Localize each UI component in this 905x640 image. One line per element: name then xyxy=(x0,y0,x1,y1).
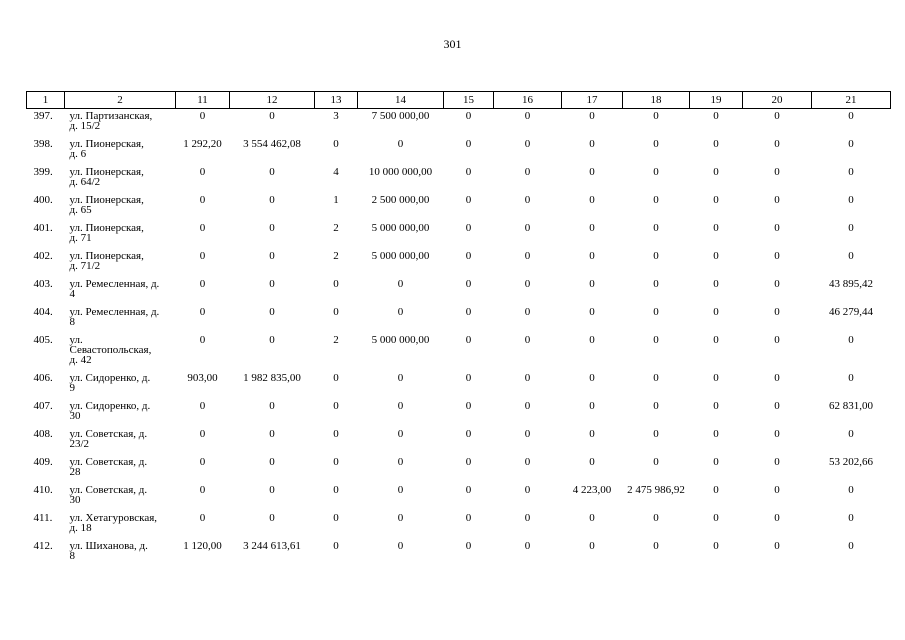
table-row xyxy=(27,539,891,567)
address-line: ул. Советская, д. xyxy=(69,455,148,468)
value-cell: 2 475 986,92 xyxy=(627,483,685,496)
value-cell: 1 292,20 xyxy=(183,137,222,150)
value-cell: 10 000 000,00 xyxy=(368,165,433,178)
value-cell: 0 xyxy=(848,137,854,150)
address-cell xyxy=(65,193,176,221)
address-cell xyxy=(65,165,176,193)
value-cell: 0 xyxy=(774,249,780,262)
value-cell: 0 xyxy=(774,305,780,318)
table-body xyxy=(27,109,891,567)
address-line: 8 xyxy=(69,549,75,562)
value-cell: 0 xyxy=(848,221,854,234)
value-cell: 2 xyxy=(333,333,339,346)
value-cell: 0 xyxy=(848,483,854,496)
value-cell: 0 xyxy=(199,110,206,122)
column-header: 21 xyxy=(812,92,891,109)
table-row xyxy=(27,137,891,165)
value-cell: 0 xyxy=(333,427,339,440)
address-cell xyxy=(65,427,176,455)
address-line: ул. Советская, д. xyxy=(69,427,148,440)
value-cell: 0 xyxy=(465,455,472,468)
value-cell: 0 xyxy=(774,371,780,384)
address-line: 4 xyxy=(69,287,75,300)
value-cell: 0 xyxy=(465,483,472,496)
value-cell: 0 xyxy=(774,511,780,524)
value-cell: 0 xyxy=(524,399,531,412)
value-cell: 0 xyxy=(524,249,531,262)
value-cell: 2 xyxy=(333,221,339,234)
value-cell: 0 xyxy=(713,137,719,150)
column-header: 16 xyxy=(494,92,562,109)
column-header: 20 xyxy=(743,92,812,109)
value-cell: 0 xyxy=(199,427,206,440)
value-cell: 0 xyxy=(397,511,404,524)
value-cell: 0 xyxy=(524,137,531,150)
value-cell: 0 xyxy=(653,165,659,178)
address-cell xyxy=(65,399,176,427)
value-cell: 0 xyxy=(397,137,404,150)
value-cell: 0 xyxy=(589,399,595,412)
value-cell: 0 xyxy=(713,110,719,122)
value-cell: 0 xyxy=(713,221,719,234)
address-line: ул. Шиханова, д. xyxy=(69,539,148,552)
value-cell: 0 xyxy=(848,427,854,440)
value-cell: 0 xyxy=(465,371,472,384)
table-row xyxy=(27,221,891,249)
value-cell: 1 xyxy=(333,193,339,206)
value-cell: 0 xyxy=(589,305,595,318)
value-cell: 0 xyxy=(465,511,472,524)
value-cell: 0 xyxy=(199,305,206,318)
table-header-row xyxy=(27,92,891,109)
value-cell: 0 xyxy=(774,539,780,552)
value-cell: 3 244 613,61 xyxy=(243,539,301,552)
address-line: ул. Пионерская, xyxy=(69,249,144,262)
value-cell: 0 xyxy=(333,483,339,496)
value-cell: 0 xyxy=(199,193,206,206)
value-cell: 0 xyxy=(848,110,854,122)
value-cell: 0 xyxy=(848,511,854,524)
row-number: 403. xyxy=(33,277,53,290)
value-cell: 0 xyxy=(713,539,719,552)
value-cell: 0 xyxy=(713,399,719,412)
value-cell: 0 xyxy=(333,305,339,318)
value-cell: 0 xyxy=(524,371,531,384)
table-row xyxy=(27,371,891,399)
value-cell: 0 xyxy=(774,137,780,150)
value-cell: 0 xyxy=(269,483,275,496)
address-line: 8 xyxy=(69,315,75,328)
row-number: 411. xyxy=(33,511,53,524)
value-cell: 0 xyxy=(269,399,275,412)
value-cell: 0 xyxy=(524,165,531,178)
value-cell: 0 xyxy=(848,193,854,206)
row-number: 401. xyxy=(33,221,53,234)
value-cell: 0 xyxy=(589,110,595,122)
address-cell xyxy=(65,277,176,305)
column-header: 13 xyxy=(315,92,358,109)
value-cell: 0 xyxy=(713,483,719,496)
value-cell: 0 xyxy=(269,221,275,234)
value-cell: 0 xyxy=(774,399,780,412)
value-cell: 0 xyxy=(333,399,339,412)
address-cell xyxy=(65,333,176,371)
address-line: ул. Сидоренко, д. xyxy=(69,371,151,384)
value-cell: 0 xyxy=(653,399,659,412)
column-header: 14 xyxy=(358,92,444,109)
value-cell: 0 xyxy=(269,305,275,318)
address-cell xyxy=(65,305,176,333)
value-cell: 2 xyxy=(333,249,339,262)
value-cell: 53 202,66 xyxy=(829,455,873,468)
address-line: ул. Пионерская, xyxy=(69,137,144,150)
row-number: 407. xyxy=(33,399,53,412)
value-cell: 0 xyxy=(774,221,780,234)
table-row xyxy=(27,193,891,221)
value-cell: 0 xyxy=(653,249,659,262)
row-number: 410. xyxy=(33,483,53,496)
value-cell: 0 xyxy=(589,165,595,178)
value-cell: 0 xyxy=(465,221,472,234)
value-cell: 0 xyxy=(199,249,206,262)
value-cell: 0 xyxy=(713,249,719,262)
value-cell: 0 xyxy=(333,455,339,468)
value-cell: 0 xyxy=(333,137,339,150)
address-line: 30 xyxy=(69,409,81,422)
value-cell: 0 xyxy=(397,427,404,440)
value-cell: 0 xyxy=(333,277,339,290)
address-line: д. 6 xyxy=(69,147,87,160)
table-row xyxy=(27,165,891,193)
table-row xyxy=(27,511,891,539)
value-cell: 0 xyxy=(465,539,472,552)
value-cell: 903,00 xyxy=(187,371,218,384)
table-row xyxy=(27,427,891,455)
value-cell: 0 xyxy=(653,305,659,318)
value-cell: 0 xyxy=(589,333,595,346)
value-cell: 0 xyxy=(333,371,339,384)
value-cell: 0 xyxy=(774,427,780,440)
address-line: ул. Пионерская, xyxy=(69,193,144,206)
address-cell xyxy=(65,371,176,399)
value-cell: 0 xyxy=(199,483,206,496)
value-cell: 0 xyxy=(848,249,854,262)
address-line: д. 15/2 xyxy=(69,120,101,132)
value-cell: 0 xyxy=(589,511,595,524)
address-line: ул. Партизанская, xyxy=(69,110,153,122)
value-cell: 0 xyxy=(524,427,531,440)
value-cell: 0 xyxy=(397,483,404,496)
address-line: ул. Сидоренко, д. xyxy=(69,399,151,412)
address-line: ул. Советская, д. xyxy=(69,483,148,496)
value-cell: 1 120,00 xyxy=(183,539,222,552)
value-cell: 0 xyxy=(397,399,404,412)
address-line: д. 71/2 xyxy=(69,259,101,272)
table-row xyxy=(27,399,891,427)
value-cell: 0 xyxy=(653,539,659,552)
value-cell: 0 xyxy=(397,371,404,384)
address-cell xyxy=(65,511,176,539)
table-row xyxy=(27,333,891,371)
value-cell: 0 xyxy=(199,455,206,468)
address-line: д. 18 xyxy=(69,521,92,534)
value-cell: 2 500 000,00 xyxy=(371,193,430,206)
value-cell: 0 xyxy=(524,511,531,524)
address-cell xyxy=(65,221,176,249)
address-line: ул. Хетагуровская, xyxy=(69,511,158,524)
value-cell: 0 xyxy=(774,277,780,290)
value-cell: 0 xyxy=(465,333,472,346)
row-number: 406. xyxy=(33,371,53,384)
address-line: ул. Пионерская, xyxy=(69,221,144,234)
value-cell: 0 xyxy=(199,221,206,234)
address-cell xyxy=(65,483,176,511)
address-cell xyxy=(65,455,176,483)
column-header: 17 xyxy=(562,92,623,109)
table-row xyxy=(27,109,891,137)
value-cell: 0 xyxy=(199,165,206,178)
row-number: 409. xyxy=(33,455,53,468)
column-header: 12 xyxy=(230,92,315,109)
value-cell: 0 xyxy=(269,427,275,440)
value-cell: 4 223,00 xyxy=(572,483,612,496)
value-cell: 0 xyxy=(653,110,659,122)
row-number: 397. xyxy=(33,110,53,122)
value-cell: 0 xyxy=(269,193,275,206)
value-cell: 0 xyxy=(774,483,780,496)
value-cell: 0 xyxy=(713,511,719,524)
value-cell: 0 xyxy=(465,399,472,412)
value-cell: 0 xyxy=(397,539,404,552)
value-cell: 0 xyxy=(524,277,531,290)
address-line: 9 xyxy=(69,381,75,394)
value-cell: 0 xyxy=(589,249,595,262)
table-row xyxy=(27,483,891,511)
value-cell: 0 xyxy=(713,333,719,346)
value-cell: 0 xyxy=(589,539,595,552)
value-cell: 0 xyxy=(774,193,780,206)
value-cell: 0 xyxy=(524,305,531,318)
value-cell: 0 xyxy=(524,333,531,346)
value-cell: 0 xyxy=(589,221,595,234)
value-cell: 0 xyxy=(269,455,275,468)
value-cell: 4 xyxy=(333,165,339,178)
column-header: 1 xyxy=(27,92,65,109)
value-cell: 0 xyxy=(333,511,339,524)
page-number: 301 xyxy=(443,37,462,51)
value-cell: 0 xyxy=(774,165,780,178)
address-line: д. 42 xyxy=(69,353,92,366)
column-header: 18 xyxy=(623,92,690,109)
value-cell: 0 xyxy=(465,249,472,262)
value-cell: 0 xyxy=(465,193,472,206)
value-cell: 0 xyxy=(774,333,780,346)
value-cell: 0 xyxy=(199,511,206,524)
value-cell: 0 xyxy=(589,427,595,440)
address-line: д. 65 xyxy=(69,203,92,216)
column-header: 2 xyxy=(65,92,176,109)
value-cell: 0 xyxy=(524,455,531,468)
value-cell: 0 xyxy=(524,110,531,122)
value-cell: 7 500 000,00 xyxy=(371,110,430,122)
value-cell: 0 xyxy=(653,371,659,384)
value-cell: 0 xyxy=(465,427,472,440)
value-cell: 0 xyxy=(269,249,275,262)
value-cell: 0 xyxy=(653,511,659,524)
value-cell: 0 xyxy=(774,110,780,122)
row-number: 400. xyxy=(33,193,53,206)
row-number: 399. xyxy=(33,165,53,178)
value-cell: 0 xyxy=(589,455,595,468)
address-line: ул. Ремесленная, д. xyxy=(69,305,160,318)
value-cell: 0 xyxy=(713,165,719,178)
value-cell: 0 xyxy=(713,427,719,440)
value-cell: 0 xyxy=(465,137,472,150)
table-row xyxy=(27,305,891,333)
value-cell: 0 xyxy=(269,277,275,290)
value-cell: 0 xyxy=(269,165,275,178)
row-number: 412. xyxy=(33,539,53,552)
address-line: 30 xyxy=(69,493,81,506)
value-cell: 3 554 462,08 xyxy=(243,137,301,150)
data-table xyxy=(26,91,891,567)
value-cell: 0 xyxy=(465,110,472,122)
value-cell: 46 279,44 xyxy=(829,305,873,318)
value-cell: 0 xyxy=(465,305,472,318)
value-cell: 0 xyxy=(269,110,275,122)
value-cell: 0 xyxy=(199,277,206,290)
value-cell: 0 xyxy=(333,539,339,552)
value-cell: 0 xyxy=(848,165,854,178)
value-cell: 0 xyxy=(465,277,472,290)
value-cell: 1 982 835,00 xyxy=(243,371,301,384)
value-cell: 0 xyxy=(589,277,595,290)
address-cell xyxy=(65,539,176,567)
value-cell: 0 xyxy=(397,455,404,468)
value-cell: 0 xyxy=(713,277,719,290)
value-cell: 0 xyxy=(653,333,659,346)
column-header: 11 xyxy=(176,92,230,109)
row-number: 398. xyxy=(33,137,53,150)
value-cell: 43 895,42 xyxy=(829,277,873,290)
value-cell: 0 xyxy=(713,455,719,468)
address-line: Севастопольская, xyxy=(69,343,152,356)
address-line: д. 64/2 xyxy=(69,175,101,188)
value-cell: 0 xyxy=(848,371,854,384)
address-line: ул. Ремесленная, д. xyxy=(69,277,160,290)
address-cell xyxy=(65,249,176,277)
address-line: 23/2 xyxy=(69,437,90,450)
value-cell: 0 xyxy=(589,137,595,150)
value-cell: 0 xyxy=(713,371,719,384)
value-cell: 0 xyxy=(524,221,531,234)
row-number: 404. xyxy=(33,305,53,318)
value-cell: 0 xyxy=(397,277,404,290)
value-cell: 3 xyxy=(333,110,339,122)
table-row xyxy=(27,249,891,277)
row-number: 405. xyxy=(33,333,53,346)
column-header: 19 xyxy=(690,92,743,109)
value-cell: 0 xyxy=(199,333,206,346)
row-number: 402. xyxy=(33,249,53,262)
address-line: ул. xyxy=(69,333,83,346)
value-cell: 5 000 000,00 xyxy=(371,221,430,234)
value-cell: 0 xyxy=(524,539,531,552)
address-cell xyxy=(65,137,176,165)
value-cell: 0 xyxy=(713,193,719,206)
value-cell: 0 xyxy=(774,455,780,468)
value-cell: 0 xyxy=(199,399,206,412)
row-number: 408. xyxy=(33,427,53,440)
value-cell: 0 xyxy=(269,511,275,524)
address-line: 28 xyxy=(69,465,81,478)
value-cell: 0 xyxy=(653,427,659,440)
value-cell: 62 831,00 xyxy=(829,399,873,412)
value-cell: 0 xyxy=(848,333,854,346)
value-cell: 0 xyxy=(589,371,595,384)
value-cell: 0 xyxy=(465,165,472,178)
value-cell: 0 xyxy=(653,455,659,468)
value-cell: 5 000 000,00 xyxy=(371,249,430,262)
address-line: ул. Пионерская, xyxy=(69,165,144,178)
value-cell: 5 000 000,00 xyxy=(371,333,430,346)
value-cell: 0 xyxy=(653,277,659,290)
value-cell: 0 xyxy=(653,193,659,206)
value-cell: 0 xyxy=(524,193,531,206)
value-cell: 0 xyxy=(653,221,659,234)
column-header: 15 xyxy=(444,92,494,109)
value-cell: 0 xyxy=(713,305,719,318)
table-row xyxy=(27,277,891,305)
value-cell: 0 xyxy=(653,137,659,150)
address-line: д. 71 xyxy=(69,231,92,244)
value-cell: 0 xyxy=(848,539,854,552)
address-cell xyxy=(65,109,176,137)
value-cell: 0 xyxy=(589,193,595,206)
value-cell: 0 xyxy=(269,333,275,346)
value-cell: 0 xyxy=(524,483,531,496)
value-cell: 0 xyxy=(397,305,404,318)
table-row xyxy=(27,455,891,483)
